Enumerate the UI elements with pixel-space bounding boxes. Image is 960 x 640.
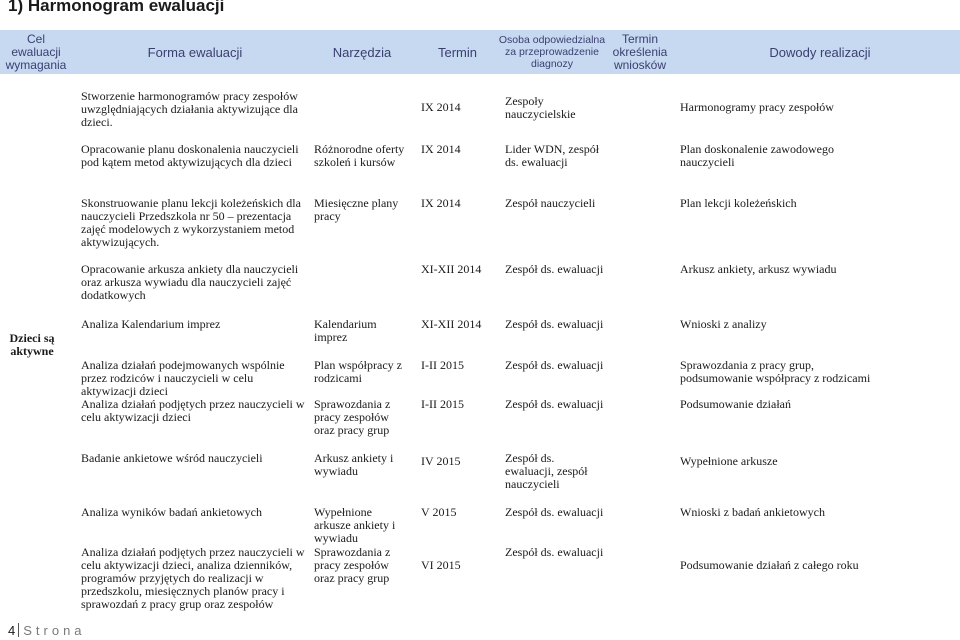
cell-dowody: Arkusz ankiety, arkusz wywiadu xyxy=(680,262,837,276)
header-cel: Cel ewaluacji wymagania xyxy=(5,31,67,72)
cell-termin: I-II 2015 xyxy=(421,358,464,372)
page-word: Strona xyxy=(23,623,86,638)
cell-forma: Analiza działań podejmowanych wspólnie przez rodziców i nauczycieli w celu aktywizacji dzieci xyxy=(81,358,285,398)
cell-forma: Skonstruowanie planu lekcji koleżeńskich dla nauczycieli Przedszkola nr 50 – prezentacja zajęć modelowych z wykorzystaniem metod aktywizujących. xyxy=(81,196,301,249)
cell-forma: Analiza Kalendarium imprez xyxy=(81,317,221,331)
page-number: 4 xyxy=(8,623,16,638)
cell-osoba: Zespoły nauczycielskie xyxy=(505,94,576,121)
page-title: 1) Harmonogram ewaluacji xyxy=(8,0,225,15)
cell-dowody: Podsumowanie działań z całego roku xyxy=(680,558,859,572)
cell-osoba: Zespół ds. ewaluacji xyxy=(505,545,604,559)
cell-narzedzia: Sprawozdania z pracy zespołów oraz pracy grup xyxy=(314,397,391,437)
cell-osoba: Zespół ds. ewaluacji xyxy=(505,505,604,519)
cell-termin: I-II 2015 xyxy=(421,397,464,411)
cell-termin: IX 2014 xyxy=(421,100,461,114)
cell-forma: Analiza działań podjętych przez nauczycieli w celu aktywizacji dzieci, analiza dzienników, programów przyjętych do realizacji w przedszkolu, miesięcznych planów pracy i sprawozdań z pracy grup oraz zespołów xyxy=(81,545,305,611)
header-termin-wnioskow: Termin określenia wniosków xyxy=(612,31,668,72)
cell-dowody: Plan lekcji koleżeńskich xyxy=(680,196,797,210)
cell-narzedzia: Sprawozdania z pracy zespołów oraz pracy grup xyxy=(314,545,391,585)
cell-dowody: Harmonogramy pracy zespołów xyxy=(680,100,834,114)
cell-osoba: Lider WDN, zespół ds. ewaluacji xyxy=(505,142,600,169)
cell-osoba: Zespół ds. ewaluacji, zespół nauczycieli xyxy=(505,451,588,491)
goal-label: Dzieci są aktywne xyxy=(9,331,55,358)
cell-narzedzia: Wypełnione arkusze ankiety i wywiadu xyxy=(314,505,396,545)
cell-narzedzia: Miesięczne plany pracy xyxy=(314,196,399,223)
cell-termin: V 2015 xyxy=(421,505,457,519)
cell-osoba: Zespół ds. ewaluacji xyxy=(505,262,604,276)
cell-forma: Opracowanie planu doskonalenia nauczycieli pod kątem metod aktywizujących dla dzieci xyxy=(81,142,299,169)
cell-osoba: Zespół ds. ewaluacji xyxy=(505,397,604,411)
cell-narzedzia: Kalendarium imprez xyxy=(314,317,377,344)
cell-termin: IV 2015 xyxy=(421,454,461,468)
header-narzedzia: Narzędzia xyxy=(332,44,392,60)
cell-forma: Opracowanie arkusza ankiety dla nauczycieli oraz arkusza wywiadu dla nauczycieli zajęć dodatkowych xyxy=(81,262,299,302)
cell-forma: Analiza wyników badań ankietowych xyxy=(81,505,262,519)
page-footer xyxy=(8,623,86,638)
cell-termin: IX 2014 xyxy=(421,196,461,210)
cell-termin: VI 2015 xyxy=(421,558,461,572)
cell-osoba: Zespół ds. ewaluacji xyxy=(505,358,604,372)
cell-dowody: Plan doskonalenie zawodowego nauczycieli xyxy=(680,142,834,169)
footer-divider xyxy=(18,623,19,637)
cell-termin: XI-XII 2014 xyxy=(421,262,482,276)
header-termin: Termin xyxy=(437,44,477,60)
cell-dowody: Sprawozdania z pracy grup, podsumowanie współpracy z rodzicami xyxy=(680,358,871,385)
cell-dowody: Podsumowanie działań xyxy=(680,397,791,411)
cell-forma: Badanie ankietowe wśród nauczycieli xyxy=(81,451,263,465)
cell-termin: XI-XII 2014 xyxy=(421,317,482,331)
cell-dowody: Wnioski z analizy xyxy=(680,317,767,331)
cell-dowody: Wypełnione arkusze xyxy=(680,454,778,468)
header-forma: Forma ewaluacji xyxy=(147,44,243,60)
header-osoba: Osoba odpowiedzialna za przeprowadzenie diagnozy xyxy=(498,34,606,70)
cell-forma: Stworzenie harmonogramów pracy zespołów uwzględniających działania aktywizujące dla dzieci. xyxy=(81,89,298,129)
cell-osoba: Zespół nauczycieli xyxy=(505,196,596,210)
cell-termin: IX 2014 xyxy=(421,142,461,156)
cell-narzedzia: Różnorodne oferty szkoleń i kursów xyxy=(314,142,405,169)
cell-dowody: Wnioski z badań ankietowych xyxy=(680,505,825,519)
cell-osoba: Zespół ds. ewaluacji xyxy=(505,317,604,331)
cell-forma: Analiza działań podjętych przez nauczycieli w celu aktywizacji dzieci xyxy=(81,397,305,424)
cell-narzedzia: Arkusz ankiety i wywiadu xyxy=(314,451,394,478)
cell-narzedzia: Plan współpracy z rodzicami xyxy=(314,358,402,385)
header-dowody: Dowody realizacji xyxy=(769,44,871,60)
